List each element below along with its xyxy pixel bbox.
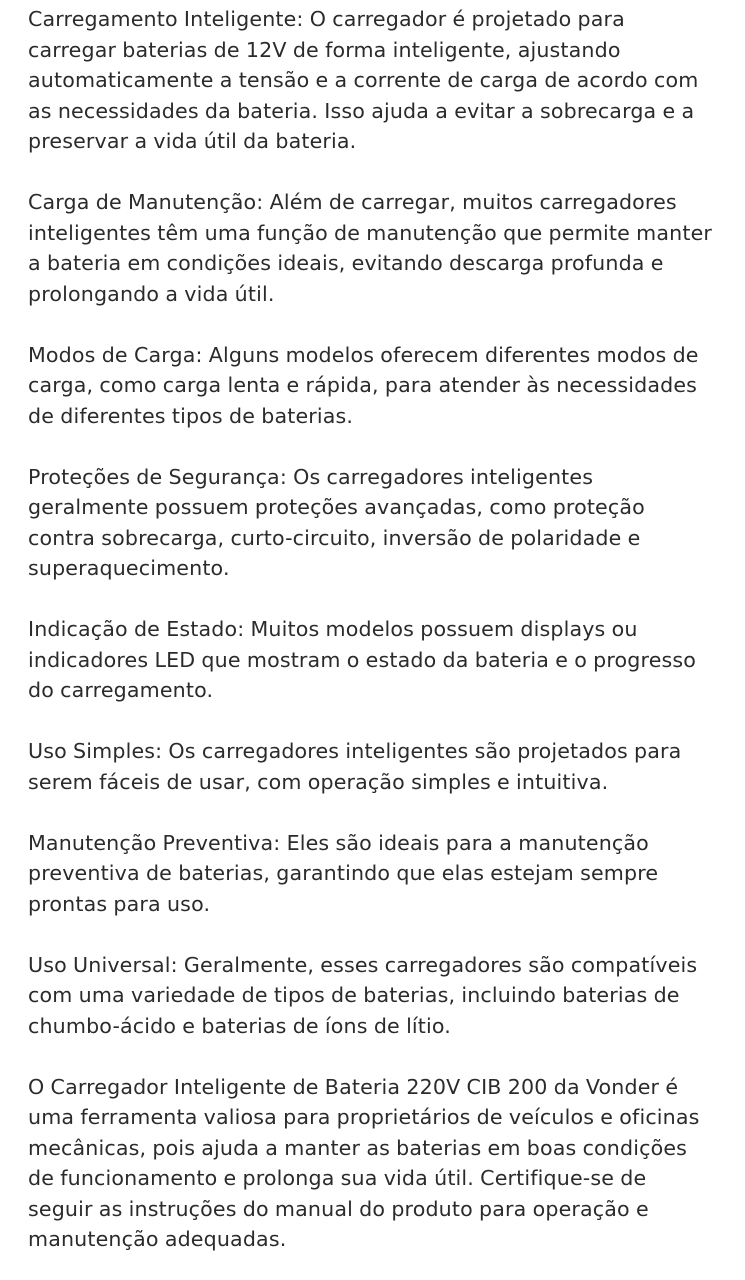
paragraph-indicacao-de-estado: Indicação de Estado: Muitos modelos possuem displays ou indicadores LED que mostram o estado da bateria e o progresso do carregamento.	[28, 617, 697, 702]
paragraph-modos-de-carga: Modos de Carga: Alguns modelos oferecem diferentes modos de carga, como carga lenta e rápida, para atender às necessidades de diferentes tipos de baterias.	[28, 342, 699, 428]
paragraph-uso-universal: Uso Universal: Geralmente, esses carregadores são compatíveis com uma variedade de tipos de baterias, incluindo baterias de chumbo-ácido e baterias de íons de lítio.	[28, 952, 698, 1038]
paragraph-manutencao-preventiva: Manutenção Preventiva: Eles são ideais para a manutenção preventiva de baterias, garantindo que elas estejam sempre prontas para uso.	[28, 830, 659, 916]
paragraph-conclusao: O Carregador Inteligente de Bateria 220V CIB 200 da Vonder é uma ferramenta valiosa para proprietários de veículos e oficinas mecânicas, pois ajuda a manter as baterias em boas condições de funcionamento e prolonga sua vida útil. Certifique-se de seguir as instruções do manual do produto para operação e manutenção adequadas.	[28, 1074, 700, 1251]
paragraph-carga-de-manutencao: Carga de Manutenção: Além de carregar, muitos carregadores inteligentes têm uma função de manutenção que permite manter a bateria em condições ideais, evitando descarga profunda e prolongando a vida útil.	[28, 190, 713, 306]
paragraph-uso-simples: Uso Simples: Os carregadores inteligentes são projetados para serem fáceis de usar, com operação simples e intuitiva.	[28, 739, 682, 794]
paragraph-protecoes-de-seguranca: Proteções de Segurança: Os carregadores inteligentes geralmente possuem proteções avançadas, como proteção contra sobrecarga, curto-circuito, inversão de polaridade e superaquecimento.	[28, 464, 645, 580]
paragraph-carregamento-inteligente: Carregamento Inteligente: O carregador é projetado para carregar baterias de 12V de forma inteligente, ajustando automaticamente a tensão e a corrente de carga de acordo com as necessidades da bateria. Isso ajuda a evitar a sobrecarga e a preservar a vida útil da bateria.	[28, 7, 699, 153]
